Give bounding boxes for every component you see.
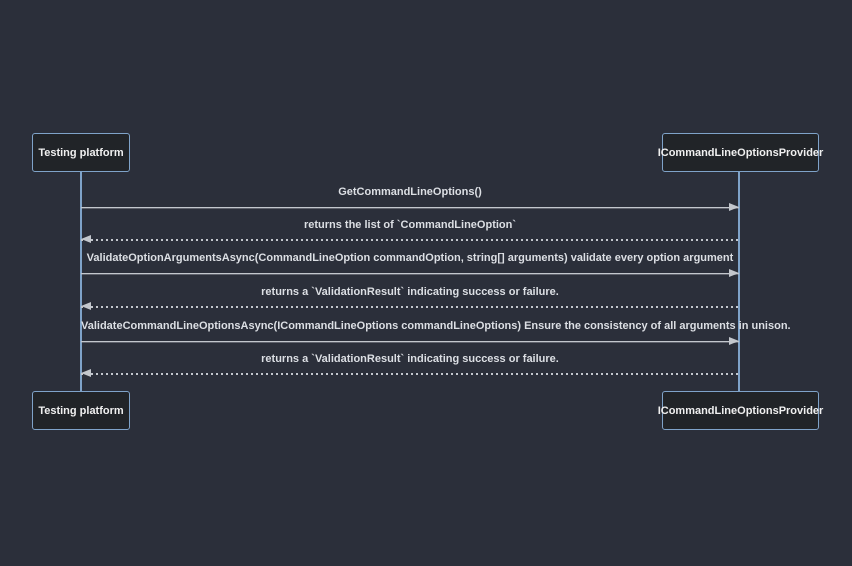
message-line-solid [81, 273, 739, 274]
message-label: returns a `ValidationResult` indicating success or failure. [261, 353, 559, 365]
message-returns-validation-result-2 [81, 353, 739, 376]
message-returns-command-line-option-list [81, 219, 739, 242]
message-line-solid [81, 207, 739, 208]
actor-top-testing-platform [32, 133, 130, 172]
arrowhead-right-icon [729, 269, 739, 277]
actor-label: Testing platform [38, 146, 124, 159]
actor-top-icommandlineoptionsprovider [657, 133, 824, 172]
arrowhead-right-icon [729, 203, 739, 211]
message-label: ValidateCommandLineOptionsAsync(ICommandLineOptions commandLineOptions) Ensure the consistency of all arguments in unison. [81, 320, 791, 332]
message-label: returns the list of `CommandLineOption` [303, 219, 517, 231]
message-line-dashed [81, 373, 739, 375]
message-line-dashed [81, 239, 739, 241]
arrowhead-left-icon [81, 235, 91, 243]
actor-label: Testing platform [38, 404, 124, 417]
message-line-solid [81, 341, 739, 342]
message-line-dashed [81, 306, 739, 308]
actor-bottom-testing-platform [32, 391, 130, 430]
message-validate-command-line-options-async [81, 320, 791, 343]
message-validate-option-arguments-async [81, 252, 739, 275]
message-label: GetCommandLineOptions() [338, 186, 482, 198]
message-label: ValidateOptionArgumentsAsync(CommandLineOption commandOption, string[] arguments) validate every option argument [86, 252, 734, 264]
arrowhead-left-icon [81, 302, 91, 310]
arrowhead-right-icon [729, 337, 739, 345]
actor-bottom-icommandlineoptionsprovider [657, 391, 824, 430]
message-label: returns a `ValidationResult` indicating success or failure. [261, 286, 559, 298]
actor-label: ICommandLineOptionsProvider [657, 146, 824, 159]
arrowhead-left-icon [81, 369, 91, 377]
message-get-command-line-options [81, 186, 739, 209]
message-returns-validation-result-1 [81, 286, 739, 309]
actor-label: ICommandLineOptionsProvider [657, 404, 824, 417]
